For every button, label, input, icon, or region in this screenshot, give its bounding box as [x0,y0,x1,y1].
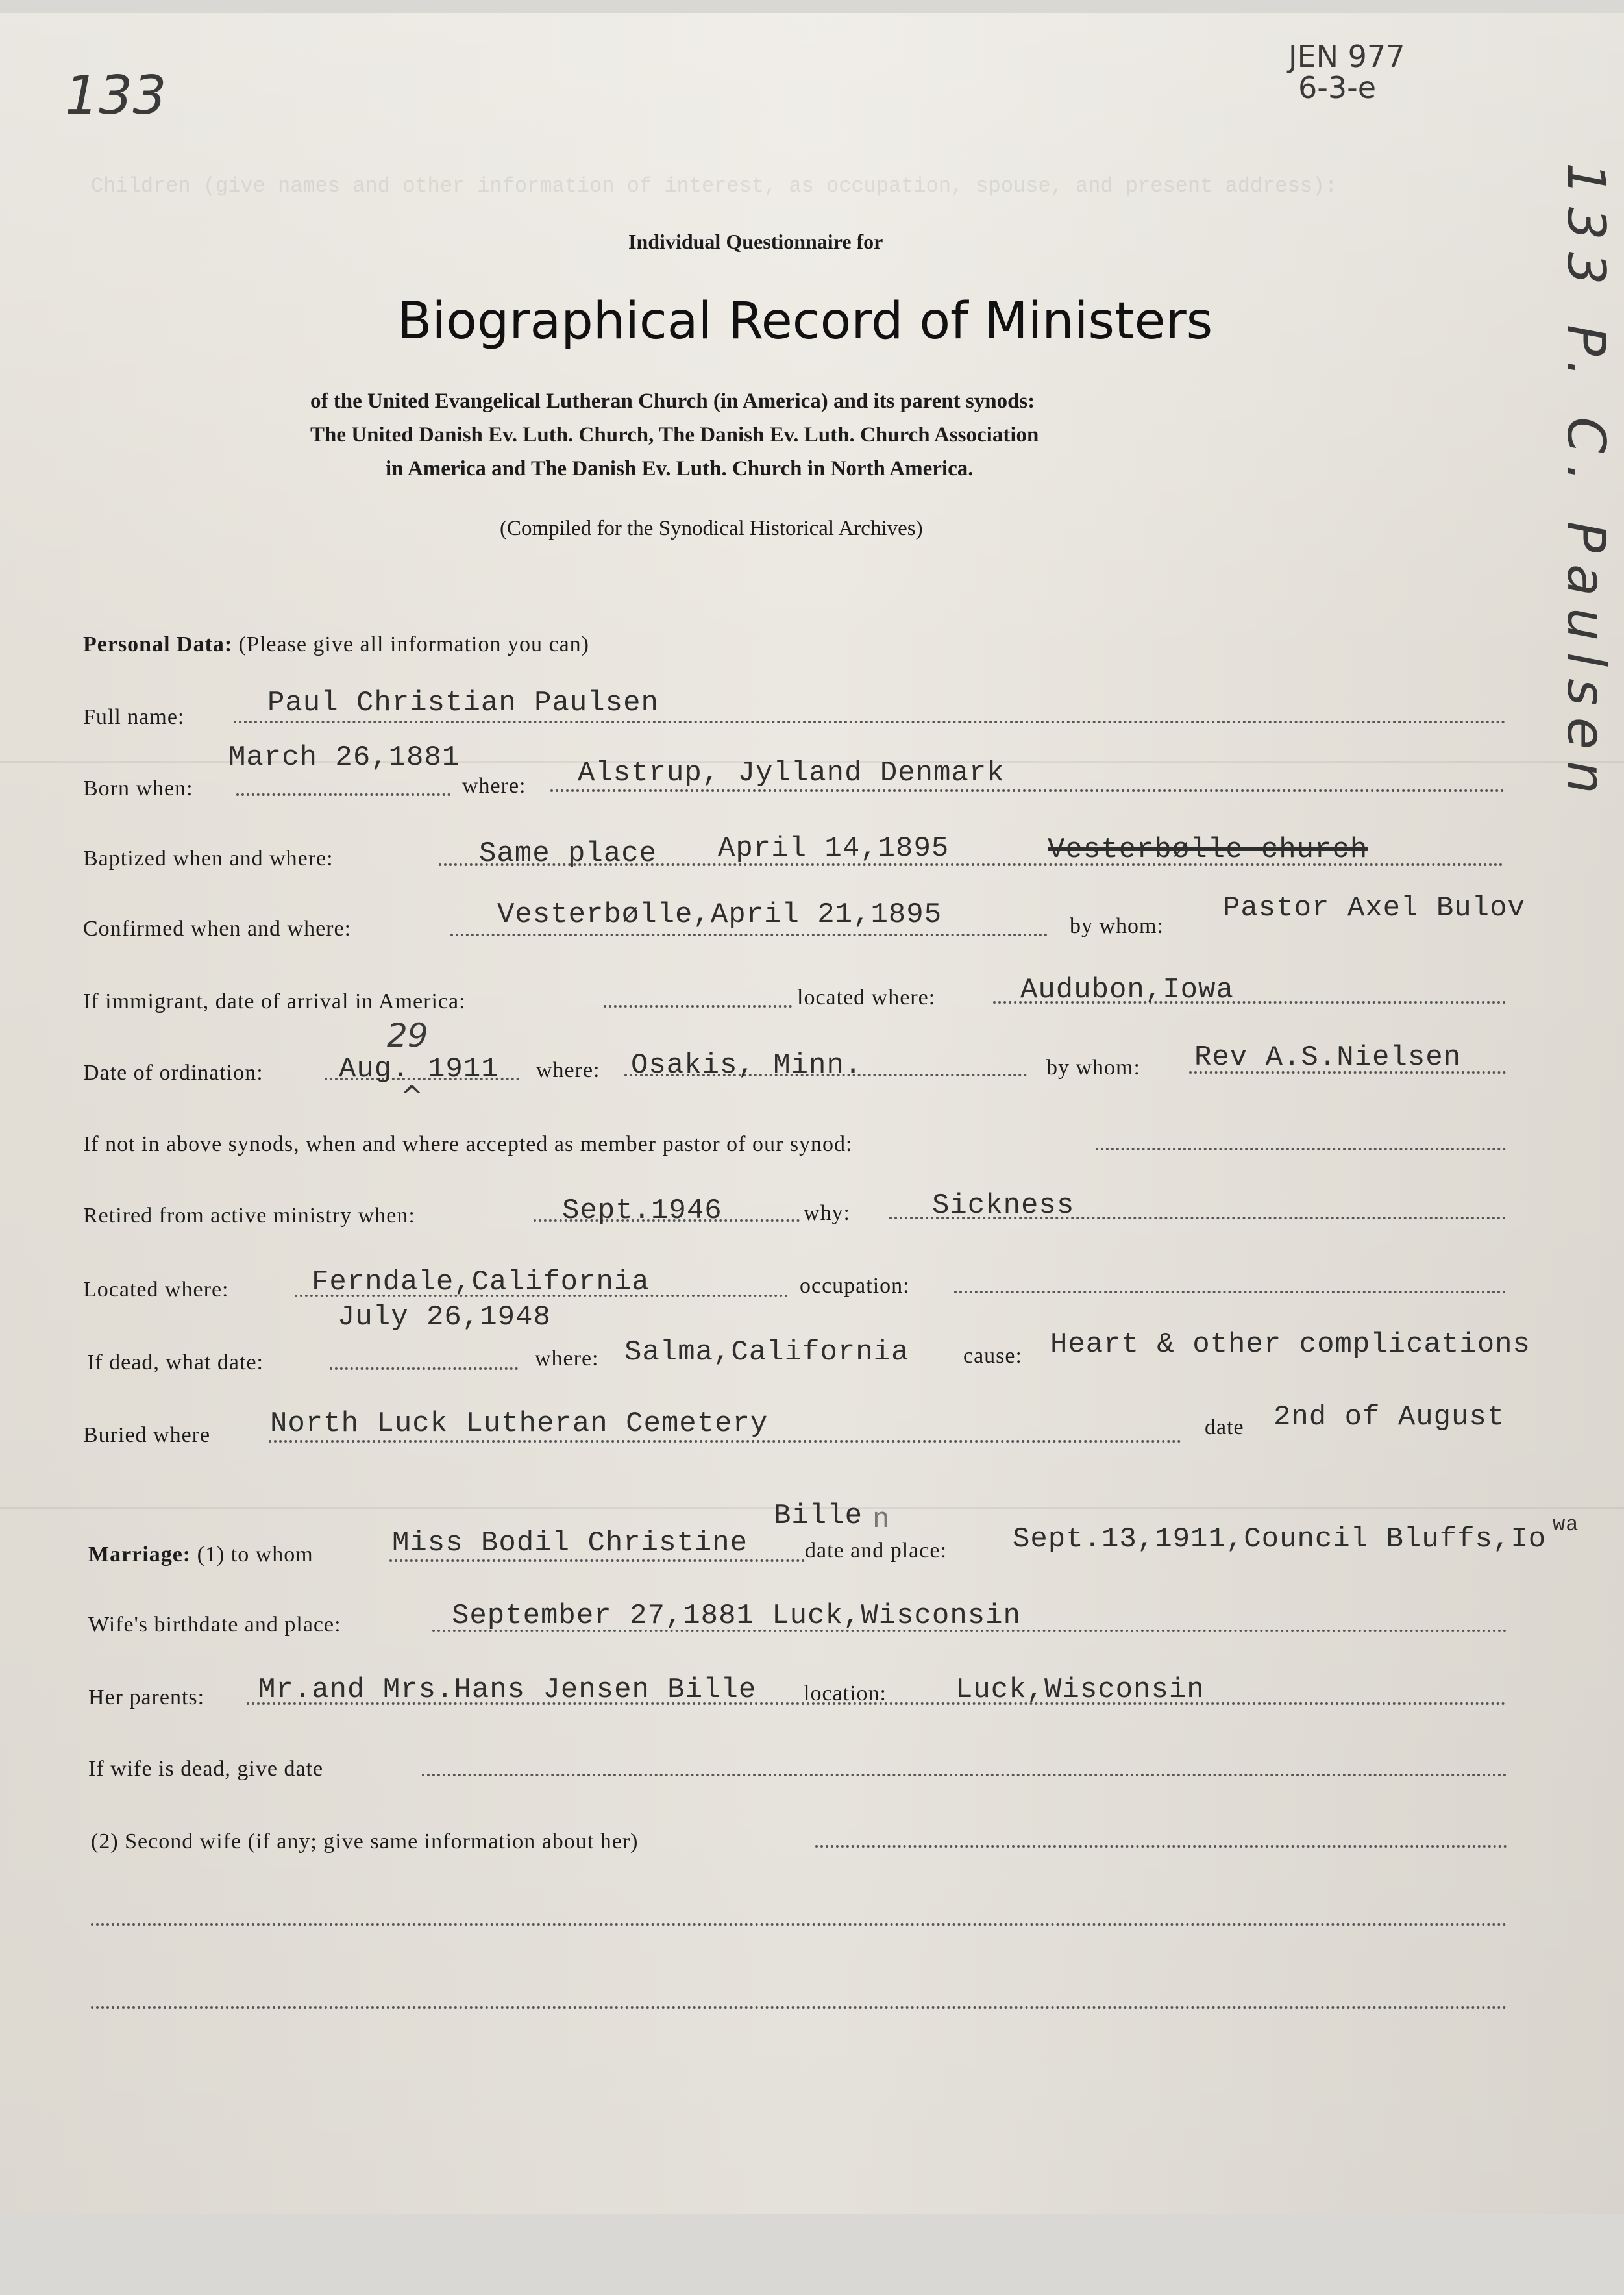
marriage-date-place-wrap: wa [1553,1513,1579,1537]
ordination-where-label: where: [536,1058,600,1082]
catalog-code-annotation: 6-3-e [1298,70,1377,105]
immigrant-located-label: located where: [797,986,936,1010]
form-intro: Individual Questionnaire for [628,230,883,253]
ordination-by-value: Rev A.S.Nielsen [1194,1041,1462,1074]
dead-where-label: where: [535,1346,599,1371]
baptized-place-value: Same place [479,837,658,870]
ordination-date-value: Aug. 1911 [339,1053,499,1085]
personal-data-heading-label: Personal Data: [83,632,233,656]
born-when-label: Born when: [83,776,193,800]
marriage-date-place-label: date and place: [805,1539,947,1563]
buried-date-value: 2nd of August [1273,1401,1505,1433]
buried-where-value: North Luck Lutheran Cemetery [270,1408,769,1440]
ordination-label: Date of ordination: [83,1061,264,1085]
second-wife-label: (2) Second wife (if any; give same information about her) [91,1830,639,1854]
accepted-label: If not in above synods, when and where accepted as member pastor of our synod: [83,1132,853,1156]
marriage-heading: Marriage: [88,1543,191,1567]
full-name-label: Full name: [83,705,185,729]
dead-label: If dead, what date: [87,1350,264,1374]
personal-data-instruction: (Please give all information you can) [238,632,589,656]
dead-cause-label: cause: [963,1344,1022,1368]
parents-value: Mr.and Mrs.Hans Jensen Bille [258,1674,757,1706]
confirmed-label: Confirmed when and where: [83,917,352,941]
wife-birth-value: September 27,1881 Luck,Wisconsin [452,1600,1021,1632]
located-where-value: Ferndale,California [312,1266,650,1298]
buried-label: Buried where [83,1423,211,1447]
blank-line [91,1923,1507,1926]
baptized-label: Baptized when and where: [83,847,334,871]
marriage-heading-row [88,1543,314,1567]
ordination-caret-annotation: ^ [400,1080,424,1113]
wife-birth-label: Wife's birthdate and place: [88,1613,341,1637]
full-name-value: Paul Christian Paulsen [267,687,659,719]
marriage-to-whom-label: (1) to whom [197,1543,314,1567]
personal-data-heading [83,632,589,657]
retired-why-value: Sickness [932,1189,1075,1222]
immigrant-located-value: Audubon,Iowa [1020,974,1234,1006]
bleed-through-text: Children (give names and other information of interest, as occupation, spouse, and present address): [91,174,1338,198]
parents-label: Her parents: [88,1685,205,1709]
marriage-date-place-value: Sept.13,1911,Council Bluffs,Io [1013,1523,1547,1556]
marriage-surname-insert: Bille [774,1500,863,1532]
ordination-where-value: Osakis, Minn. [631,1049,863,1082]
parents-location-value: Luck,Wisconsin [955,1674,1205,1706]
occupation-label: occupation: [800,1274,910,1298]
ordination-by-label: by whom: [1046,1056,1140,1080]
born-where-value: Alstrup, Jylland Denmark [578,757,1005,789]
wife-dead-label: If wife is dead, give date [88,1757,324,1781]
born-where-label: where: [462,774,526,798]
margin-name-annotation: 133 P. C. Paulsen [1556,162,1616,806]
retired-when-value: Sept.1946 [562,1195,722,1227]
form-subtitle-line2: The United Danish Ev. Luth. Church, The Danish Ev. Luth. Church Association [310,423,1039,447]
baptized-date-value: April 14,1895 [718,832,950,865]
ordination-day-annotation: 29 [387,1017,428,1054]
buried-date-label: date [1205,1415,1244,1439]
confirmed-by-label: by whom: [1070,914,1164,938]
form-subtitle-line1: of the United Evangelical Lutheran Church (in America) and its parent synods: [310,390,1035,413]
marriage-surname-suffix: n [872,1504,891,1536]
dead-cause-value: Heart & other complications [1050,1328,1531,1361]
retired-why-label: why: [804,1201,850,1225]
blank-line [91,2006,1507,2009]
dead-date-value: July 26,1948 [338,1301,551,1334]
form-compiled-note: (Compiled for the Synodical Historical Archives) [500,517,923,540]
confirmed-by-value: Pastor Axel Bulov [1223,892,1525,924]
form-subtitle-line3: in America and The Danish Ev. Luth. Church in North America. [386,457,974,480]
located-label: Located where: [83,1278,229,1302]
baptized-struck-value: Vesterbølle church [1048,834,1368,866]
page-number-annotation: 133 [65,65,167,127]
form-title: Biographical Record of Ministers [397,292,1213,351]
parents-location-label: location: [804,1681,887,1706]
retired-label: Retired from active ministry when: [83,1204,415,1228]
marriage-to-whom-value: Miss Bodil Christine [392,1527,748,1559]
dead-where-value: Salma,California [624,1336,909,1369]
catalog-number-annotation: JEN 977 [1288,39,1405,74]
confirmed-value: Vesterbølle,April 21,1895 [497,899,942,931]
born-when-value: March 26,1881 [228,741,460,774]
immigrant-label: If immigrant, date of arrival in America: [83,989,466,1013]
